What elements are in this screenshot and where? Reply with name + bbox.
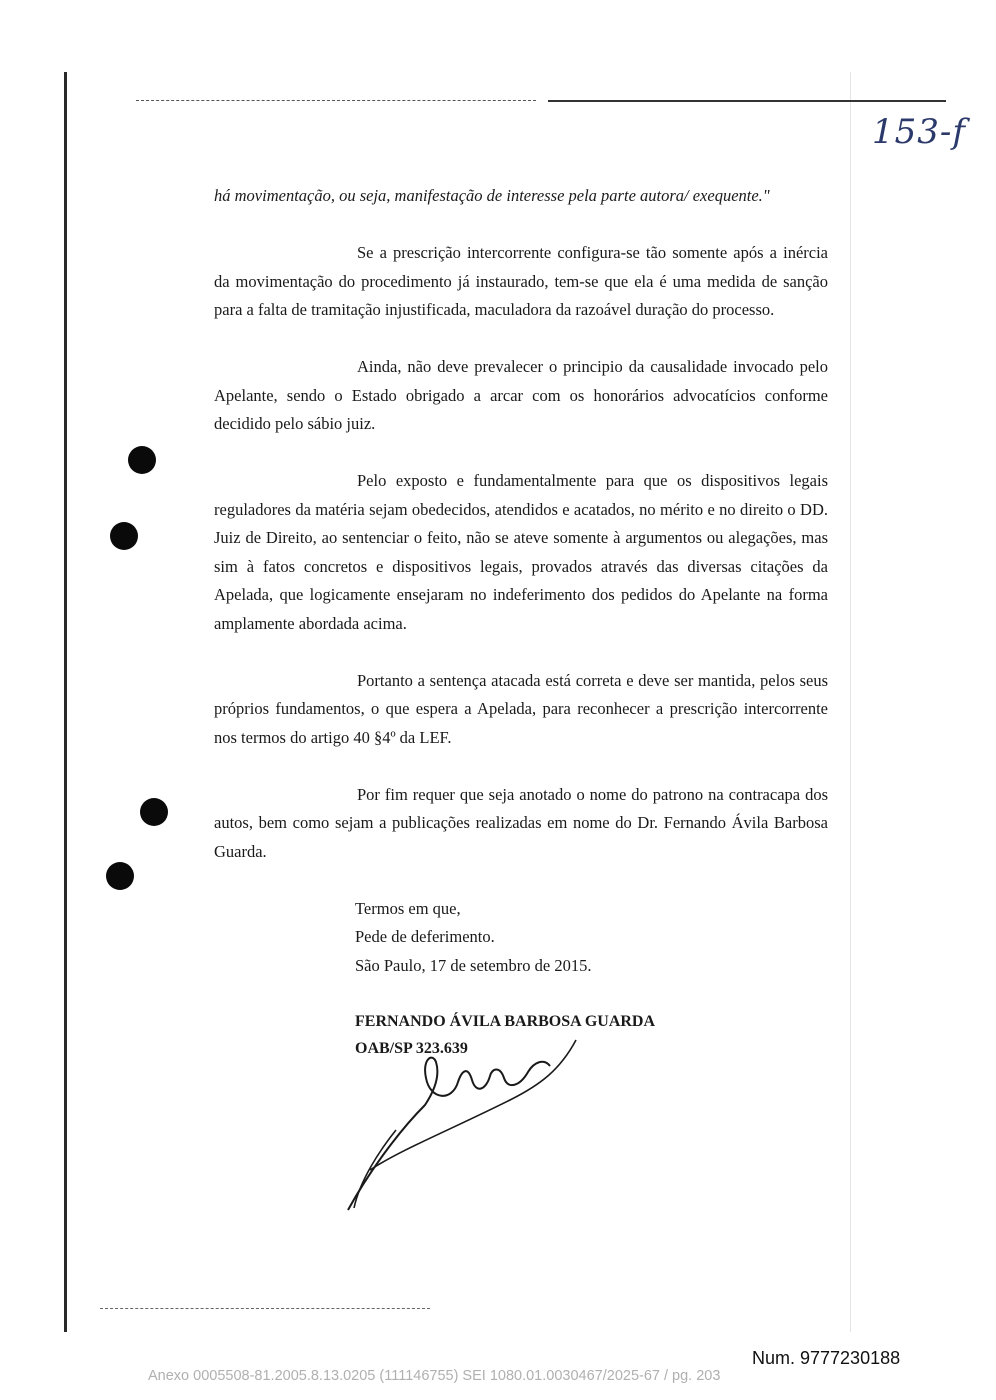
punch-hole-2: [110, 522, 138, 550]
punch-hole-1: [128, 446, 156, 474]
closing-line-3: São Paulo, 17 de setembro de 2015.: [355, 955, 592, 975]
page-right-edge: [850, 72, 851, 1332]
closing-line-1: Termos em que,: [355, 898, 461, 918]
top-rule-right: [548, 100, 946, 102]
page-folio-number: 153-f: [872, 112, 966, 152]
quote-tail: há movimentação, ou seja, manifestação de interesse pela parte autora/ exequente.": [214, 186, 770, 205]
bottom-rule: [100, 1308, 430, 1309]
document-body: [214, 182, 828, 1062]
paragraph-2: Ainda, não deve prevalecer o principio da causalidade invocado pelo Apelante, sendo o Estado obrigado a arcar com os honorários advocatícios conforme decidido pelo sábio juiz.: [214, 357, 828, 433]
closing-line-2: Pede de deferimento.: [355, 927, 495, 946]
paragraph-5: Por fim requer que seja anotado o nome do patrono na contracapa dos autos, bem como sejam a publicações realizadas em nome do Dr. Fernando Ávila Barbosa Guarda.: [214, 784, 828, 861]
signer-oab: OAB/SP 323.639: [355, 1040, 468, 1057]
punch-hole-4: [106, 862, 134, 890]
punch-hole-3: [140, 798, 168, 826]
paragraph-4: Portanto a sentença atacada está correta e deve ser mantida, pelos seus próprios fundamentos, o que espera a Apelada, para reconhecer a prescrição intercorrente nos termos do artigo 40 §4º da LEF.: [214, 670, 828, 747]
signer-name: FERNANDO ÁVILA BARBOSA GUARDA: [355, 1013, 656, 1030]
footer-reference: Anexo 0005508-81.2005.8.13.0205 (111146755) SEI 1080.01.0030467/2025-67 / pg. 203: [148, 1368, 721, 1384]
page-left-edge: [64, 72, 67, 1332]
handwritten-signature: [340, 1030, 590, 1220]
document-number: Num. 9777230188: [752, 1348, 901, 1368]
closing-block: [355, 895, 828, 981]
paragraph-1: Se a prescrição intercorrente configura-se tão somente após a inércia da movimentação do procedimento já instaurado, tem-se que ela é uma medida de sanção para a falta de tramitação injustificada, maculadora da razoável duração do processo.: [214, 243, 828, 319]
top-rule-left: [136, 100, 536, 101]
paragraph-3: Pelo exposto e fundamentalmente para que os dispositivos legais reguladores da matéria sejam obedecidos, atendidos e acatados, no mérito e no direito o DD. Juiz de Direito, ao sentenciar o feito, não se ateve somente à argumentos ou alegações, mas sim à fatos concretos e dispositivos legais, provados através das diversas citações da Apelada, que logicamente ensejaram no indeferimento dos pedidos do Apelante na forma amplamente abordada acima.: [214, 471, 828, 633]
